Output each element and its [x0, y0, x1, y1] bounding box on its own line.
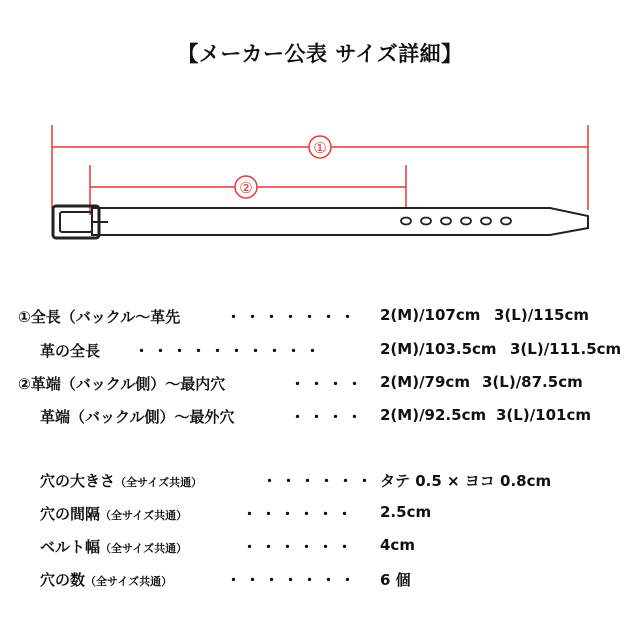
common-dots: ・・・・・・ [242, 538, 357, 556]
common-value: タテ 0.5 × ヨコ 0.8cm [380, 472, 552, 490]
common-label: 穴の数（全サイズ共通） [40, 571, 173, 589]
common-row-hole-count [0, 569, 640, 593]
spec-dots: ・・・・・・・ [226, 308, 360, 326]
spec-dots: ・・・・ [290, 408, 367, 426]
common-row-hole-spacing [0, 503, 640, 527]
spec-value-m: 2(M)/79cm [380, 373, 470, 391]
spec-row-outer-hole [0, 406, 640, 430]
common-value: 4cm [380, 536, 415, 554]
common-dots: ・・・・・・ [242, 505, 357, 523]
common-dots: ・・・・・・ [262, 472, 377, 490]
spec-value-m: 2(M)/103.5cm [380, 340, 497, 358]
marker-2-label: ② [239, 179, 253, 197]
marker-1-label: ① [313, 139, 327, 157]
common-label: 穴の大きさ（全サイズ共通） [40, 472, 203, 490]
spec-value-l: 3(L)/115cm [494, 306, 590, 324]
spec-value-l: 3(L)/101cm [496, 406, 592, 424]
spec-value-m: 2(M)/107cm [380, 306, 481, 324]
common-row-hole-size [0, 470, 640, 494]
spec-row-inner-hole [0, 373, 640, 397]
spec-dots: ・・・・・・・・・・ [134, 342, 325, 360]
spec-label: 革の全長 [40, 342, 101, 360]
spec-value-m: 2(M)/92.5cm [380, 406, 487, 424]
spec-label: ②革端（バックル側）～最内穴 [18, 375, 226, 393]
spec-value-l: 3(L)/87.5cm [482, 373, 583, 391]
spec-value-l: 3(L)/111.5cm [510, 340, 622, 358]
common-value: 6 個 [380, 571, 411, 589]
common-label: ベルト幅（全サイズ共通） [40, 538, 188, 556]
common-dots: ・・・・・・・ [226, 571, 360, 589]
spec-label: 革端（バックル側）～最外穴 [40, 408, 235, 426]
common-row-belt-width [0, 536, 640, 560]
spec-label: ①全長（バックル～革先 [18, 308, 181, 326]
spec-row-total-length [0, 306, 640, 330]
common-label: 穴の間隔（全サイズ共通） [40, 505, 188, 523]
spec-dots: ・・・・ [290, 375, 367, 393]
spec-row-leather-length [0, 340, 640, 364]
common-value: 2.5cm [380, 503, 432, 521]
page-title: 【メーカー公表 サイズ詳細】 [177, 42, 463, 66]
